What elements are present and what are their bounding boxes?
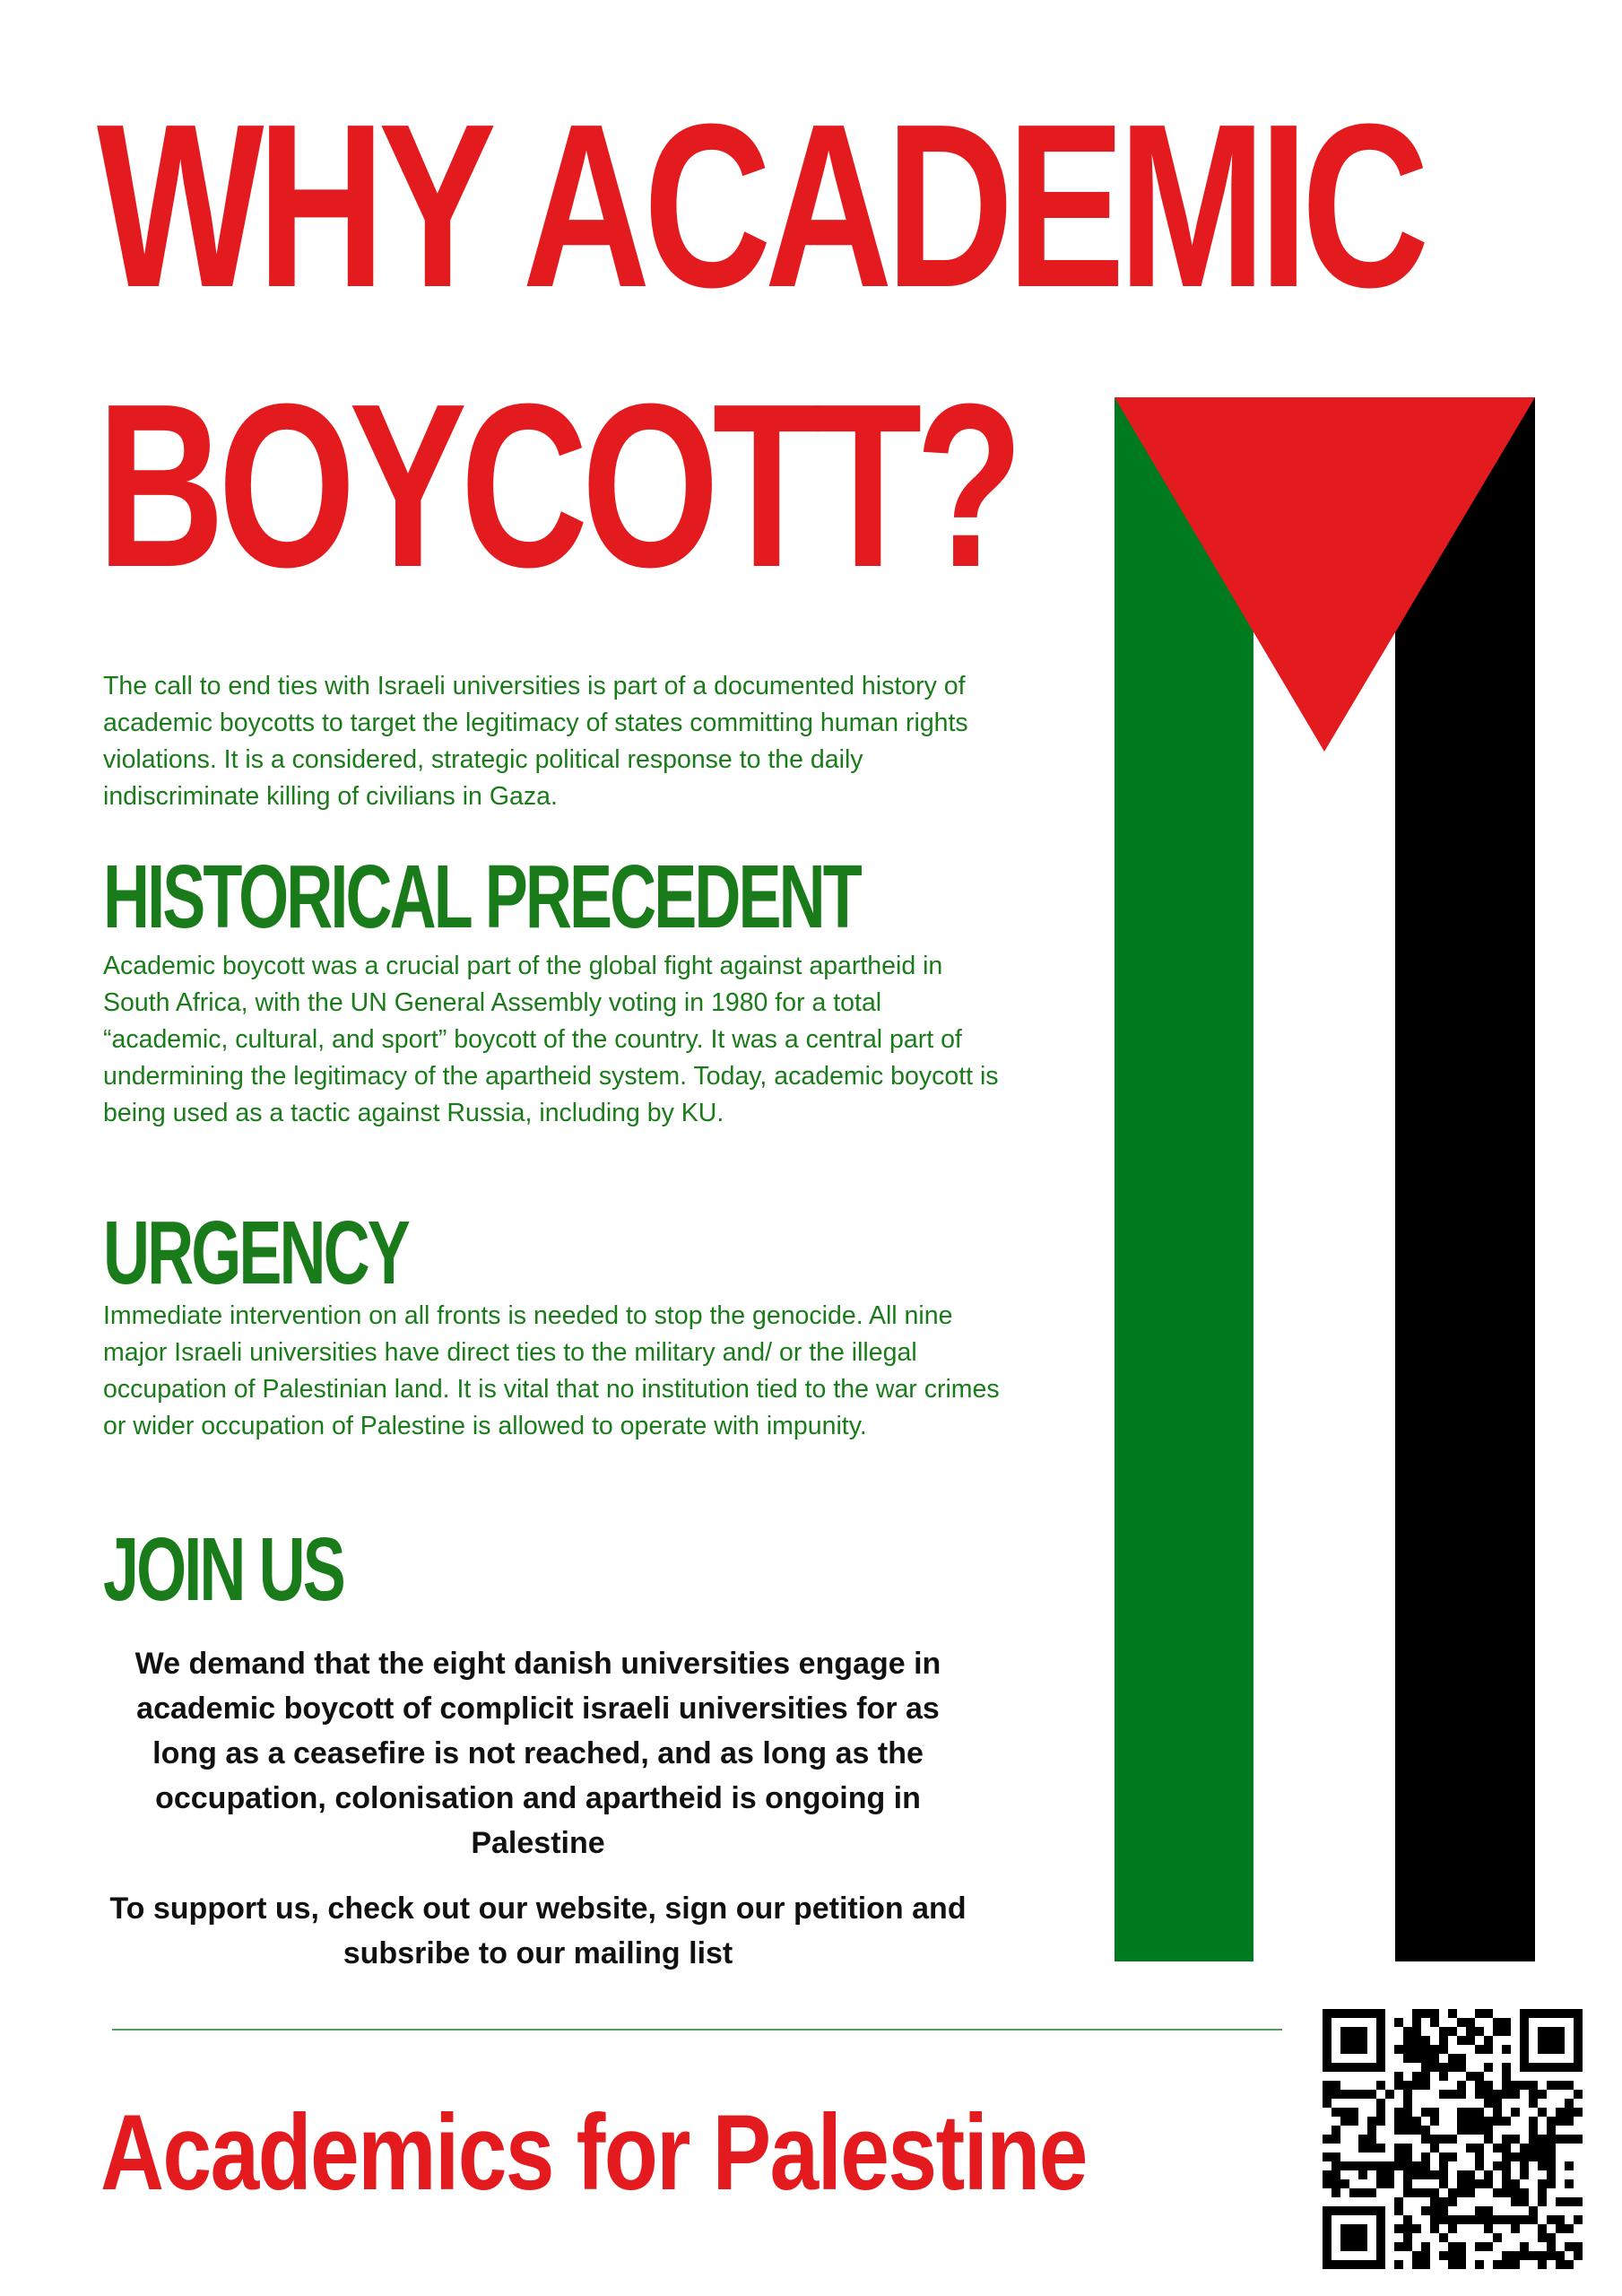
support-statement: To support us, check out our website, sign our petition and subsribe to our mailing list xyxy=(109,1892,967,1970)
footer-divider xyxy=(112,2029,1282,2031)
heading-urgency: URGENCY xyxy=(103,1203,408,1303)
heading-join-us: JOIN US xyxy=(103,1519,343,1620)
flag-green-stripe xyxy=(1115,397,1253,1961)
palestine-flag xyxy=(1115,397,1535,1961)
urgency-paragraph: Immediate intervention on all fronts is needed to stop the genocide. All nine major Israeli universities have direct ties to the military and/ or the illegal occupation of Palestinian land. It is vital that no institution tied to the war crimes or wider occupation of Palestine is allowed to operate with impunity. xyxy=(103,1301,1000,1440)
title-line-2: BOYCOTT? xyxy=(97,356,1017,616)
title-line-1: WHY ACADEMIC xyxy=(97,76,1423,336)
heading-historical-precedent: HISTORICAL PRECEDENT xyxy=(103,847,860,947)
flag-black-stripe xyxy=(1395,397,1535,1961)
qr-code-icon[interactable] xyxy=(1323,2009,1583,2269)
demand-statement: We demand that the eight danish universities engage in academic boycott of complicit israeli universities for as long as a ceasefire is not reached, and as long as the occupation, colonisation and apartheid is ongoing in Palestine xyxy=(134,1647,941,1860)
intro-paragraph: The call to end ties with Israeli universities is part of a documented history of academic boycotts to target the legitimacy of states committing human rights violations. It is a considered, strategic political response to the daily indiscriminate killing of civilians in Gaza. xyxy=(103,672,968,811)
organization-name: Academics for Palestine xyxy=(100,2092,1087,2213)
historical-precedent-paragraph: Academic boycott was a crucial part of the global fight against apartheid in South Africa, with the UN General Assembly voting in 1980 for a total “academic, cultural, and sport” boycott of the country. It was a central part of undermining the legitimacy of the apartheid system. Today, academic boycott is being used as a tactic against Russia, including by KU. xyxy=(103,952,999,1127)
